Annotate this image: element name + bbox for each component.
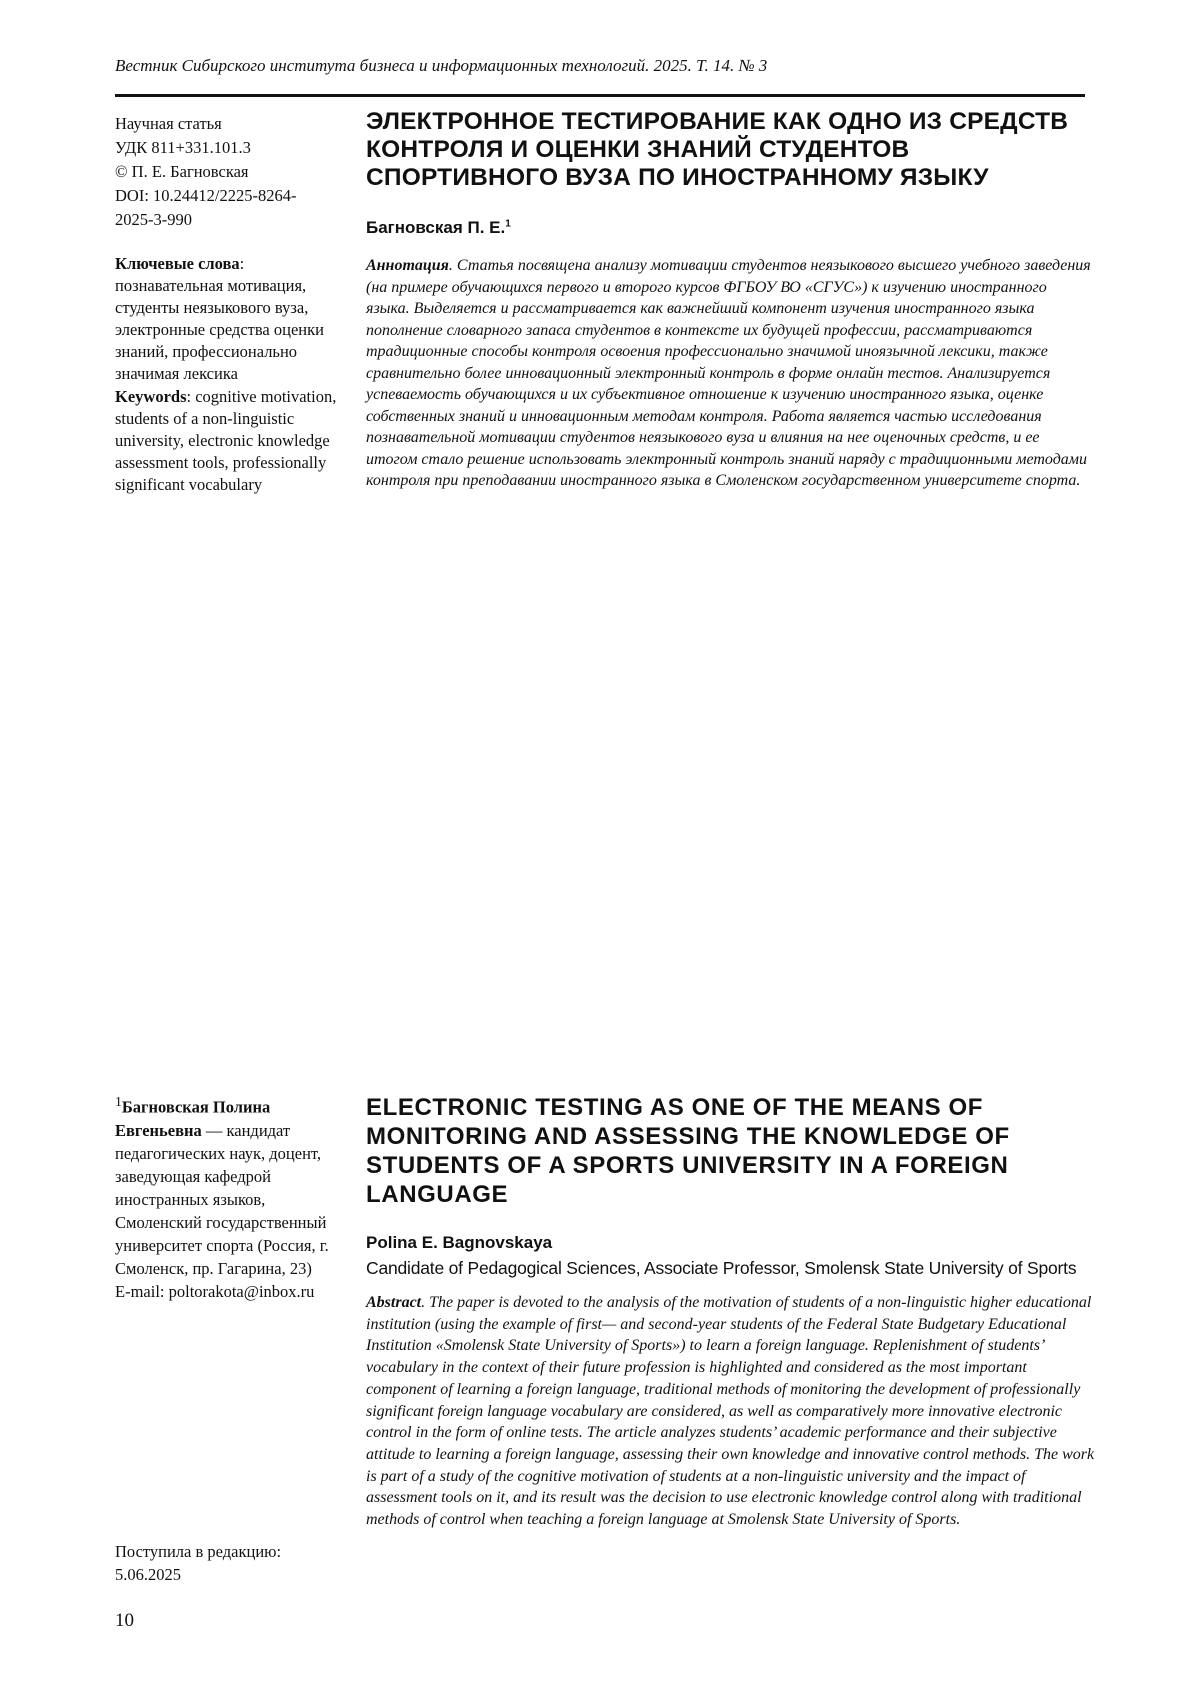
keywords-en-text: : cognitive motivation, students of a non-linguistic university, electronic knowledge assessment tools, professionally significant vocabulary [115, 387, 336, 494]
abstract-ru-text: . Статья посвящена анализу мотивации студентов неязыкового высшего учебного заведения (на примере обучающихся первого и второго курсов ФГБОУ ВО «СГУС») к изучению иностранного языка. Выделяется и рассматривается как важнейший компонент изучения иностранного языка пополнение словарного запаса студентов в контексте их будущей профессии, рассматриваются традиционные способы контроля освоения профессионально значимой иноязычной лексики, также сравнительно более инновационный электронный контроль в форме онлайн тестов. Анализируется успеваемость обучающихся и их субъективное отношение к изучению иностранного языка, оценке собственных знаний и инновационным методам контроля. Работа является частью исследования познавательной мотивации студентов неязыкового вуза и влияния на нее оценочных средств, и ее итогом стало решение использовать электронный контроль знаний наряду с традиционными методами контроля при преподавании иностранного языка в Смоленском государственном университете спорта. [366, 257, 1091, 489]
abstract-ru [366, 255, 1091, 492]
doi-line-1: DOI: 10.24412/2225-8264- [115, 184, 325, 208]
keywords-ru-text: : познавательная мотивация, студенты неязыкового вуза, электронные средства оценки знаний, профессионально значимая лексика [115, 254, 324, 383]
author-info [115, 1090, 345, 1303]
udk: УДК 811+331.101.3 [115, 136, 325, 160]
author-info-sup: 1 [115, 1094, 122, 1109]
author-info-name: Багновская Полина Евгеньевна [115, 1098, 270, 1140]
abstract-en-text: . The paper is devoted to the analysis of the motivation of students of a non-linguistic higher educational institution (using the example of first— and second-year students of the Federal State Budgetary Educational Institution «Smolensk State University of Sports») to learn a foreign language. Replenishment of students’ vocabulary in the context of their future profession is highlighted and considered as the most important component of learning a foreign language, traditional methods of monitoring the development of professionally significant foreign language vocabulary are considered, as well as comparatively more innovative electronic control in the form of online tests. The article analyzes students’ academic performance and their subjective attitude to learning a foreign language, assessing their own knowledge and innovative control methods. The work is part of a study of the cognitive motivation of students at a non-linguistic university and the impact of assessment tools on it, and its result was the decision to use electronic knowledge control along with traditional methods of control when teaching a foreign language at Smolensk State University of Sports. [366, 1294, 1094, 1528]
author-info-details: — кандидат педагогических наук, доцент, заведующая кафедрой иностранных языков, Смоленский государственный университет спорта (Россия, г. Смоленск, пр. Гагарина, 23) [115, 1121, 329, 1278]
article-meta [115, 112, 325, 232]
keywords-ru [115, 253, 340, 385]
journal-header: Вестник Сибирского института бизнеса и информационных технологий. 2025. Т. 14. № 3 [115, 56, 767, 76]
abstract-en-label: Abstract [366, 1294, 421, 1311]
abstract-en [366, 1292, 1096, 1531]
article-type: Научная статья [115, 112, 325, 136]
author-info-bio [115, 1090, 345, 1280]
keywords-en [115, 386, 340, 496]
keywords-block [115, 253, 340, 496]
author-ru-sup: 1 [505, 218, 511, 229]
copyright: © П. Е. Багновская [115, 160, 325, 184]
received-date [115, 1540, 325, 1586]
page-number: 10 [115, 1610, 134, 1632]
title-ru: ЭЛЕКТРОННОЕ ТЕСТИРОВАНИЕ КАК ОДНО ИЗ СРЕДСТВ КОНТРОЛЯ И ОЦЕНКИ ЗНАНИЙ СТУДЕНТОВ СПОРТИВНОГО ВУЗА ПО ИНОСТРАННОМУ ЯЗЫКУ [366, 108, 1096, 192]
author-ru-name: Багновская П. Е. [366, 218, 505, 237]
author-email: E-mail: poltorakota@inbox.ru [115, 1280, 345, 1303]
doi-line-2: 2025-3-990 [115, 208, 325, 232]
author-en: Polina E. Bagnovskaya [366, 1233, 552, 1253]
keywords-ru-label: Ключевые слова [115, 254, 240, 273]
abstract-ru-label: Аннотация [366, 257, 449, 274]
received-value: 5.06.2025 [115, 1563, 325, 1586]
title-en: ELECTRONIC TESTING AS ONE OF THE MEANS OF MONITORING AND ASSESSING THE KNOWLEDGE OF STUDENTS OF A SPORTS UNIVERSITY IN A FOREIGN LANGUAGE [366, 1093, 1086, 1209]
affiliation-en: Candidate of Pedagogical Sciences, Associate Professor, Smolensk State University of Sports [366, 1258, 1106, 1279]
author-ru [366, 218, 511, 238]
header-divider [115, 94, 1085, 97]
keywords-en-label: Keywords [115, 387, 187, 406]
received-label: Поступила в редакцию: [115, 1540, 325, 1563]
